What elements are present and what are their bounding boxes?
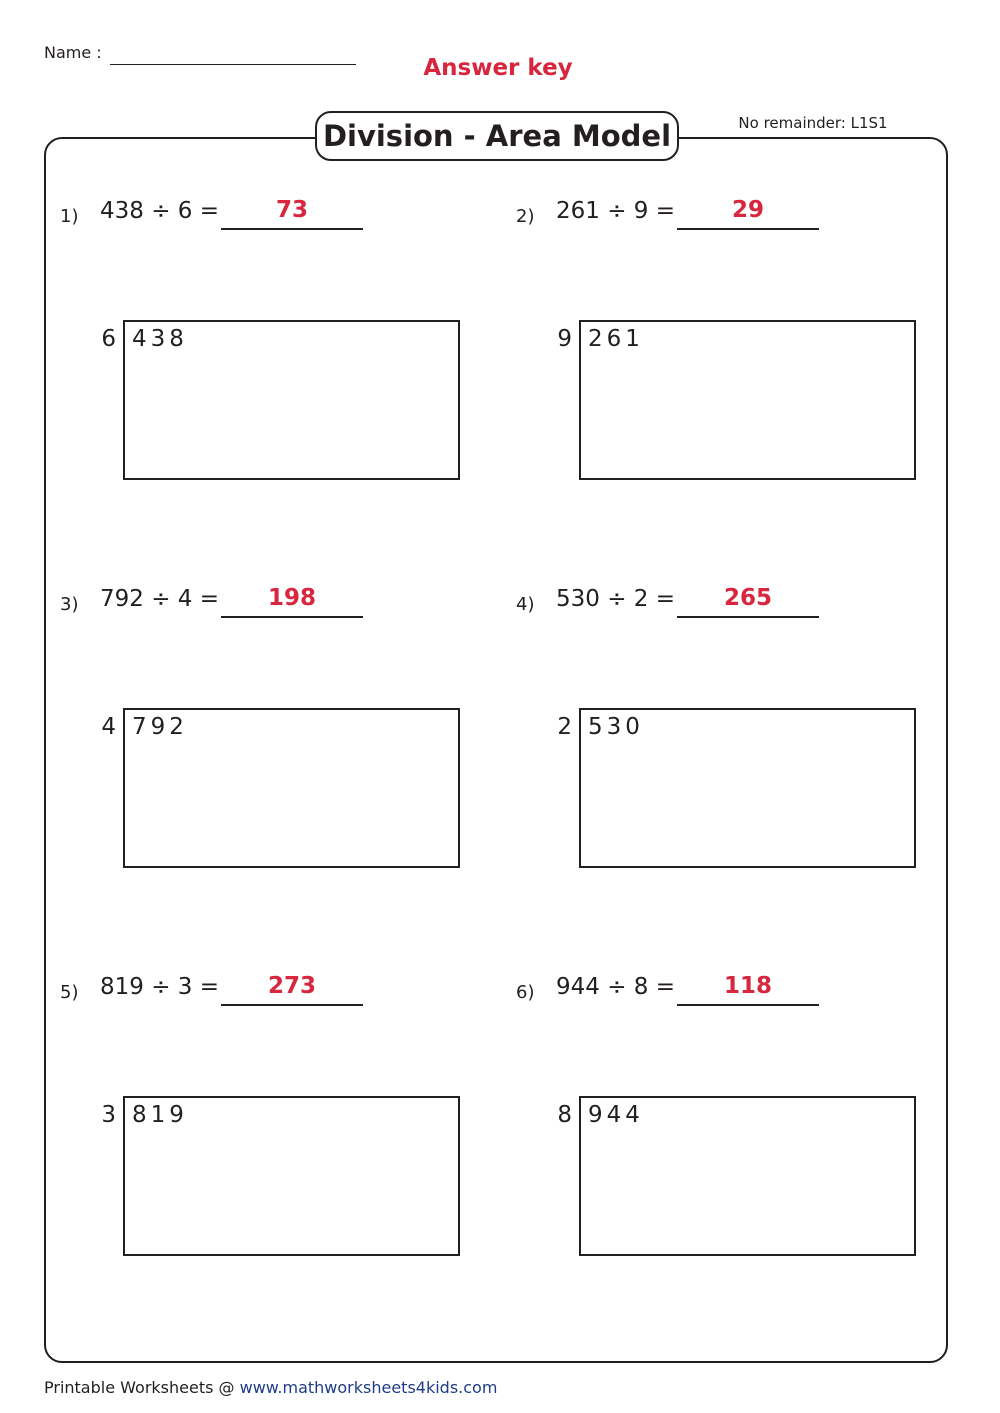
name-label: Name : <box>44 43 102 62</box>
problem-number: 1) <box>60 206 79 227</box>
problem-1 <box>60 195 500 535</box>
problem-6 <box>516 971 956 1311</box>
answer-value: 265 <box>723 585 772 611</box>
name-line[interactable] <box>110 64 356 65</box>
divisor: 2 <box>557 714 572 740</box>
divisor: 9 <box>557 326 572 352</box>
problem-number: 3) <box>60 594 79 615</box>
answer-value: 29 <box>731 197 764 223</box>
problem-3 <box>60 583 500 923</box>
division-expression: 530 ÷ 2 = <box>556 586 676 612</box>
answer-line[interactable] <box>677 228 819 230</box>
answer-key-label: Answer key <box>423 55 573 81</box>
answer-line[interactable] <box>221 228 363 230</box>
answer-value: 198 <box>267 585 316 611</box>
answer-line[interactable] <box>221 616 363 618</box>
footer <box>44 1378 497 1397</box>
answer-line[interactable] <box>221 1004 363 1006</box>
problem-2 <box>516 195 956 535</box>
division-expression: 819 ÷ 3 = <box>100 974 220 1000</box>
divisor: 8 <box>557 1102 572 1128</box>
answer-line[interactable] <box>677 1004 819 1006</box>
problem-number: 2) <box>516 206 535 227</box>
footer-prefix: Printable Worksheets @ <box>44 1378 240 1397</box>
dividend: 261 <box>588 326 644 352</box>
dividend: 944 <box>588 1102 644 1128</box>
dividend: 438 <box>132 326 188 352</box>
dividend: 530 <box>588 714 644 740</box>
answer-value: 73 <box>275 197 308 223</box>
divisor: 3 <box>101 1102 116 1128</box>
answer-value: 118 <box>723 973 772 999</box>
level-label: No remainder: L1S1 <box>738 114 888 132</box>
answer-value: 273 <box>267 973 316 999</box>
dividend: 792 <box>132 714 188 740</box>
divisor: 6 <box>101 326 116 352</box>
problem-5 <box>60 971 500 1311</box>
worksheet-title: Division - Area Model <box>315 111 679 161</box>
division-expression: 792 ÷ 4 = <box>100 586 220 612</box>
division-expression: 944 ÷ 8 = <box>556 974 676 1000</box>
division-expression: 261 ÷ 9 = <box>556 198 676 224</box>
division-expression: 438 ÷ 6 = <box>100 198 220 224</box>
dividend: 819 <box>132 1102 188 1128</box>
problem-4 <box>516 583 956 923</box>
problem-number: 4) <box>516 594 535 615</box>
divisor: 4 <box>101 714 116 740</box>
problem-number: 5) <box>60 982 79 1003</box>
answer-line[interactable] <box>677 616 819 618</box>
footer-link[interactable]: www.mathworksheets4kids.com <box>239 1378 498 1397</box>
problem-number: 6) <box>516 982 535 1003</box>
